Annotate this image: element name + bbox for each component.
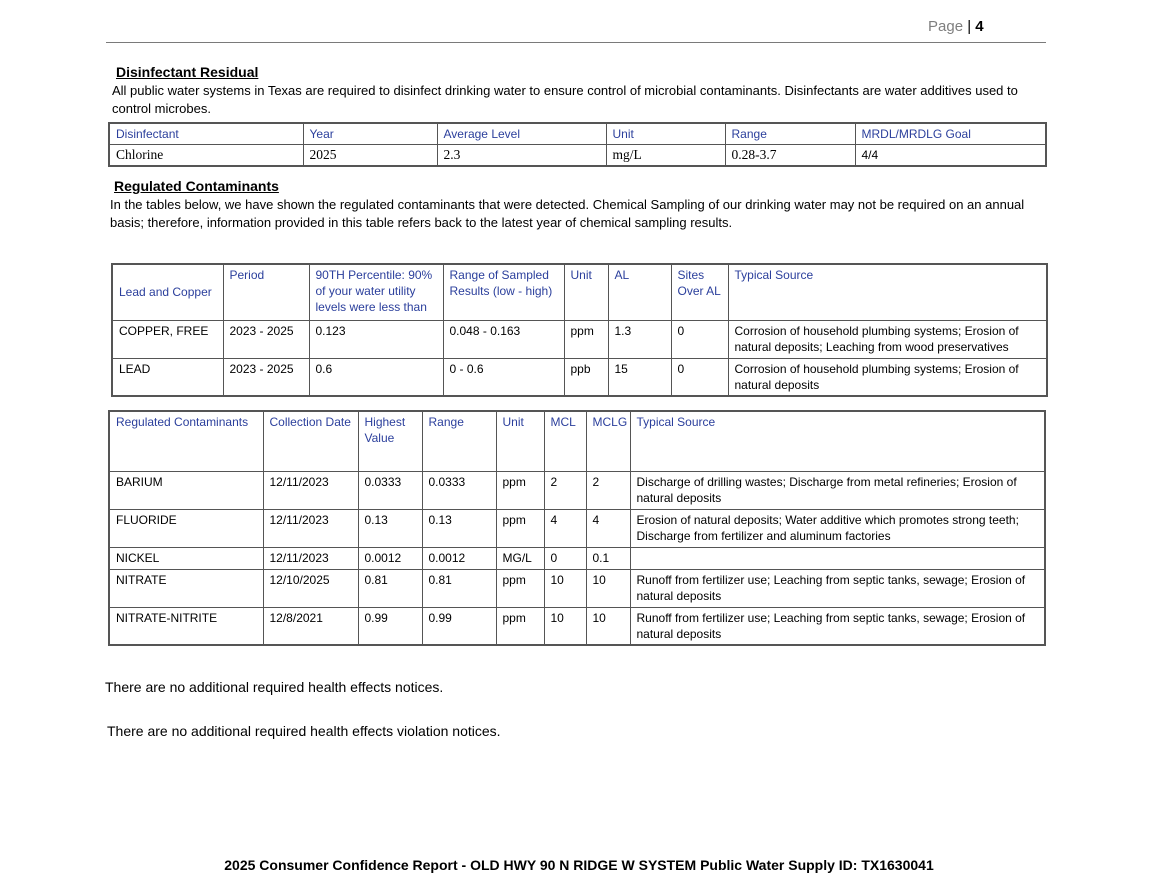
table-cell: 0.1 (586, 547, 630, 569)
table-cell: BARIUM (109, 471, 263, 509)
table-row (109, 569, 1045, 607)
table-cell: 4 (586, 509, 630, 547)
table-cell: 12/8/2021 (263, 607, 358, 645)
header-cell: MCL (544, 411, 586, 471)
table-cell: 4 (544, 509, 586, 547)
header-cell: Range (725, 123, 855, 145)
table-cell: 0.0333 (358, 471, 422, 509)
table-cell: 0.81 (422, 569, 496, 607)
disinfectant-title: Disinfectant Residual (116, 64, 259, 80)
violation-notice: There are no additional required health effects violation notices. (107, 723, 501, 739)
table-cell: Corrosion of household plumbing systems; Erosion of natural deposits; Leaching from wood preservatives (728, 320, 1047, 358)
header-cell: Range (422, 411, 496, 471)
header-cell: Regulated Contaminants (109, 411, 263, 471)
table-cell: Chlorine (109, 145, 303, 167)
table-cell: 15 (608, 358, 671, 396)
header-cell: Lead and Copper (112, 264, 223, 320)
page-label: Page (928, 18, 964, 35)
table-cell: MG/L (496, 547, 544, 569)
contaminants-table (108, 410, 1046, 646)
table-cell: 0.99 (358, 607, 422, 645)
table-header-row (112, 264, 1047, 320)
table-row (112, 320, 1047, 358)
table-cell: Runoff from fertilizer use; Leaching from septic tanks, sewage; Erosion of natural deposits (630, 607, 1045, 645)
table-cell: 0.0012 (358, 547, 422, 569)
header-cell: Range of Sampled Results (low - high) (443, 264, 564, 320)
table-row (109, 509, 1045, 547)
table-cell: 12/11/2023 (263, 471, 358, 509)
table-cell: ppb (564, 358, 608, 396)
table-cell: ppm (496, 607, 544, 645)
table-header-row (109, 123, 1046, 145)
table-cell: 10 (544, 569, 586, 607)
table-cell: 0 (671, 320, 728, 358)
header-cell: Period (223, 264, 309, 320)
header-cell: Unit (606, 123, 725, 145)
table-cell: 12/11/2023 (263, 509, 358, 547)
disinfectant-description: All public water systems in Texas are required to disinfect drinking water to ensure control of microbial contaminants. Disinfectants are water additives used to control microbes. (112, 83, 1018, 116)
table-cell: Corrosion of household plumbing systems; Erosion of natural deposits (728, 358, 1047, 396)
regulated-title: Regulated Contaminants (114, 178, 279, 194)
table-cell: 12/11/2023 (263, 547, 358, 569)
table-cell: 0 (544, 547, 586, 569)
header-cell: MRDL/MRDLG Goal (855, 123, 1046, 145)
header-cell: Typical Source (728, 264, 1047, 320)
header-rule (106, 42, 1046, 43)
table-cell: ppm (496, 471, 544, 509)
table-cell: Runoff from fertilizer use; Leaching from septic tanks, sewage; Erosion of natural deposits (630, 569, 1045, 607)
table-row (109, 471, 1045, 509)
table-cell: 0.99 (422, 607, 496, 645)
table-cell: 0 - 0.6 (443, 358, 564, 396)
table-cell: 0.123 (309, 320, 443, 358)
table-cell: COPPER, FREE (112, 320, 223, 358)
table-cell: 0.0333 (422, 471, 496, 509)
table-header-row (109, 411, 1045, 471)
table-cell: mg/L (606, 145, 725, 167)
table-cell: 0.0012 (422, 547, 496, 569)
page-header: Page | 4 (928, 18, 984, 35)
table-row (109, 607, 1045, 645)
header-cell: Sites Over AL (671, 264, 728, 320)
table-cell: ppm (496, 569, 544, 607)
table-cell: 0 (671, 358, 728, 396)
header-cell: Disinfectant (109, 123, 303, 145)
table-cell: 10 (586, 607, 630, 645)
disinfectant-table (108, 122, 1047, 167)
header-cell: Highest Value (358, 411, 422, 471)
header-cell: Collection Date (263, 411, 358, 471)
table-cell: 10 (544, 607, 586, 645)
lead-copper-table (111, 263, 1048, 397)
table-cell: 0.13 (358, 509, 422, 547)
header-cell: 90TH Percentile: 90% of your water utility levels were less than (309, 264, 443, 320)
table-cell: 1.3 (608, 320, 671, 358)
table-cell: 2025 (303, 145, 437, 167)
table-cell: FLUORIDE (109, 509, 263, 547)
table-cell: Discharge of drilling wastes; Discharge from metal refineries; Erosion of natural deposits (630, 471, 1045, 509)
table-cell: 2 (586, 471, 630, 509)
table-row (109, 547, 1045, 569)
table-cell: 0.6 (309, 358, 443, 396)
table-cell: Erosion of natural deposits; Water additive which promotes strong teeth; Discharge from fertilizer and aluminum factories (630, 509, 1045, 547)
table-cell: 2023 - 2025 (223, 358, 309, 396)
health-effects-notice: There are no additional required health effects notices. (105, 679, 444, 695)
table-cell: 0.81 (358, 569, 422, 607)
page-number: 4 (975, 18, 984, 35)
table-cell: 2 (544, 471, 586, 509)
table-cell: NICKEL (109, 547, 263, 569)
table-row (112, 358, 1047, 396)
header-cell: Typical Source (630, 411, 1045, 471)
table-cell: 10 (586, 569, 630, 607)
header-cell: Average Level (437, 123, 606, 145)
table-cell: 12/10/2025 (263, 569, 358, 607)
table-cell: 4/4 (855, 145, 1046, 167)
table-cell: 0.048 - 0.163 (443, 320, 564, 358)
table-cell: LEAD (112, 358, 223, 396)
table-cell: 0.28-3.7 (725, 145, 855, 167)
header-cell: Unit (564, 264, 608, 320)
table-cell: 0.13 (422, 509, 496, 547)
page-footer: 2025 Consumer Confidence Report - OLD HWY 90 N RIDGE W SYSTEM Public Water Supply ID: TX1630041 (224, 857, 934, 873)
table-cell: NITRATE-NITRITE (109, 607, 263, 645)
header-cell: Year (303, 123, 437, 145)
header-cell: MCLG (586, 411, 630, 471)
table-cell: NITRATE (109, 569, 263, 607)
regulated-description: In the tables below, we have shown the regulated contaminants that were detected. Chemical Sampling of our drinking water may not be required on an annual basis; therefore, information provided in this table refers back to the latest year of chemical sampling results. (110, 197, 1025, 230)
table-row (109, 145, 1046, 167)
header-cell: Unit (496, 411, 544, 471)
table-cell: 2.3 (437, 145, 606, 167)
table-cell: ppm (564, 320, 608, 358)
table-cell: 2023 - 2025 (223, 320, 309, 358)
header-cell: AL (608, 264, 671, 320)
table-cell: ppm (496, 509, 544, 547)
table-cell (630, 547, 1045, 569)
